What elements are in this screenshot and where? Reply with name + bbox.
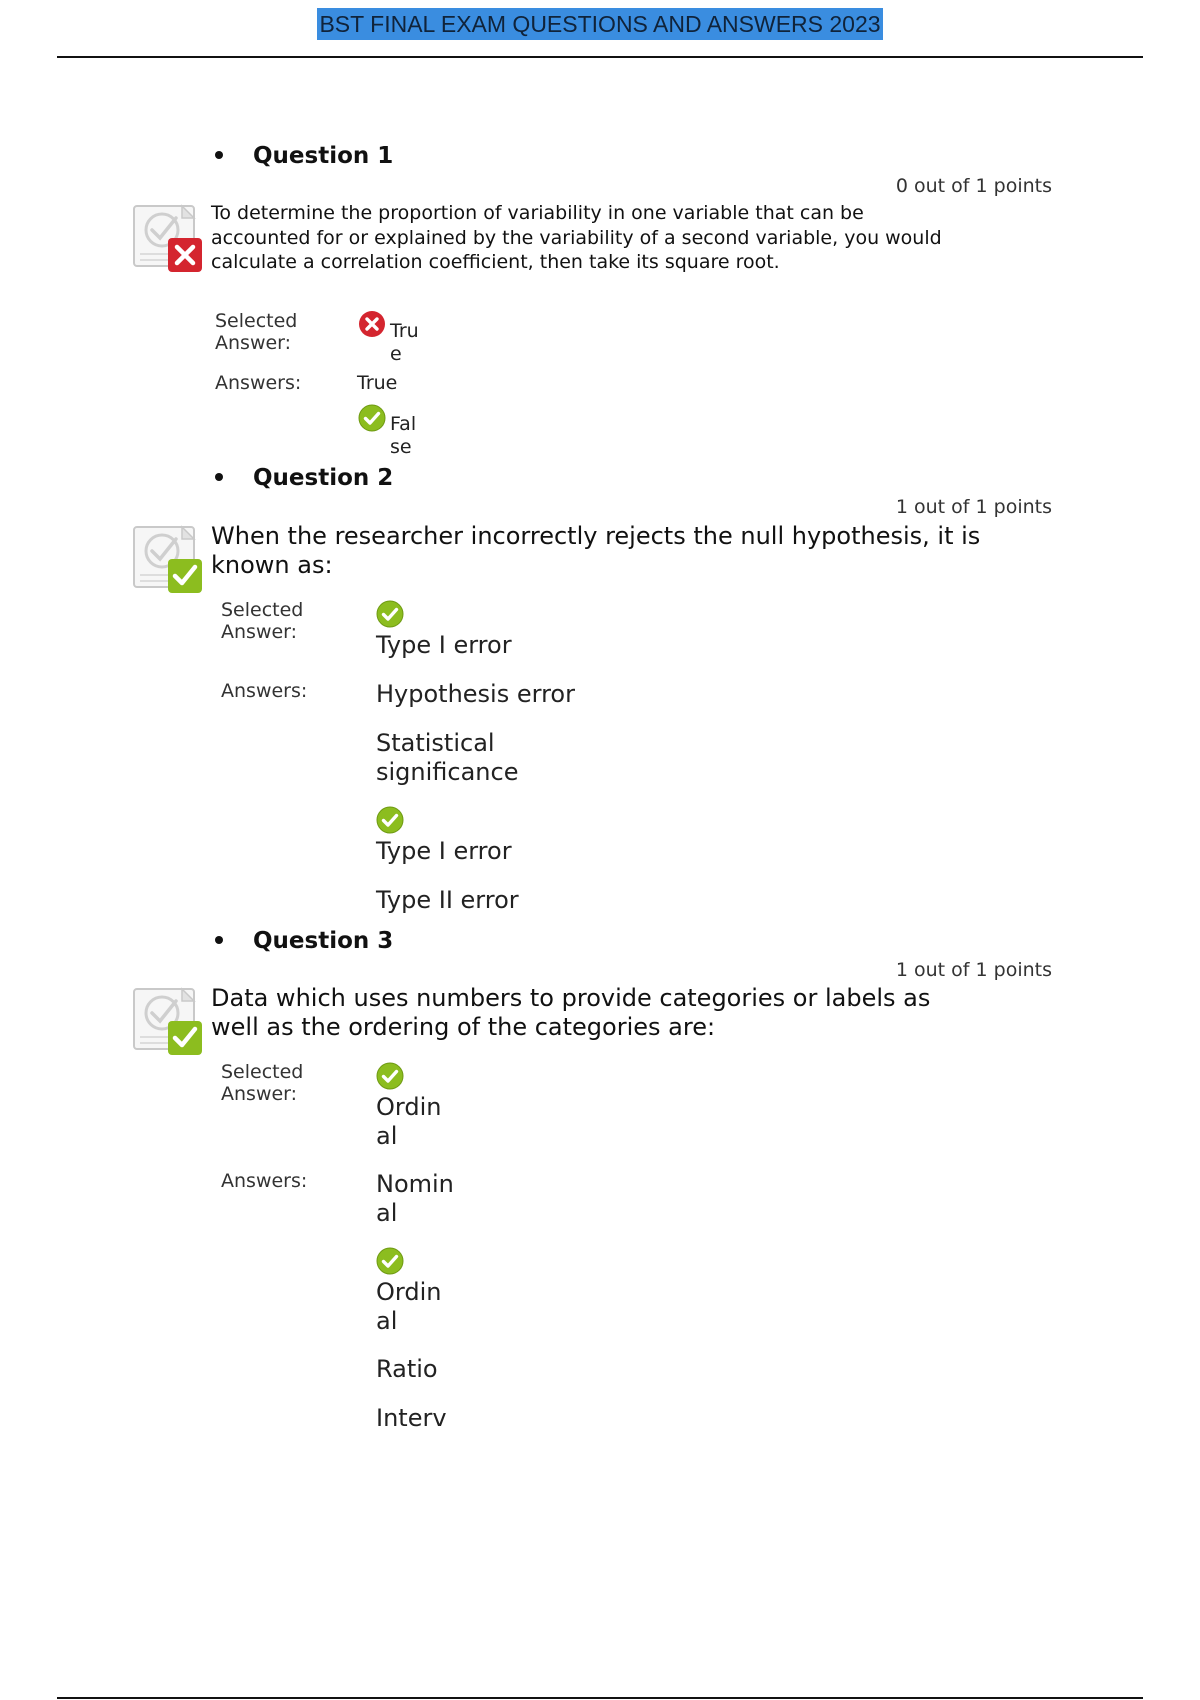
question-3-title: Question 3 <box>215 928 393 954</box>
question-2-selected-answer: Type I error <box>376 631 512 659</box>
question-1-title: Question 1 <box>215 143 393 169</box>
check-icon <box>376 1062 404 1090</box>
question-3-points: 1 out of 1 points <box>895 959 1052 981</box>
answers-label: Answers: <box>221 680 308 702</box>
question-1-points: 0 out of 1 points <box>895 175 1052 197</box>
bullet-icon <box>215 936 223 944</box>
question-3-answer-option: Nominal <box>376 1170 454 1227</box>
correct-status-icon <box>132 523 204 595</box>
correct-status-icon <box>132 985 204 1057</box>
footer-divider <box>57 1697 1143 1699</box>
question-2-correct-answer: Type I error <box>376 837 512 865</box>
header-divider <box>57 56 1143 58</box>
question-2-title: Question 2 <box>215 465 393 491</box>
question-3-answer-option: Interv <box>376 1404 447 1432</box>
question-2-points: 1 out of 1 points <box>895 496 1052 518</box>
question-3-answer-option: Ratio <box>376 1355 438 1383</box>
page-header <box>0 8 1200 40</box>
question-1-correct-answer: False <box>390 413 417 458</box>
question-2-answer-option: Type II error <box>376 886 519 914</box>
check-icon <box>376 600 404 628</box>
document-title: BST FINAL EXAM QUESTIONS AND ANSWERS 2023 <box>317 8 882 40</box>
selected-answer-label: Selected Answer: <box>215 310 298 354</box>
question-3-correct-answer: Ordinal <box>376 1278 442 1335</box>
check-icon <box>358 404 386 432</box>
selected-answer-label: Selected Answer: <box>221 1061 304 1105</box>
question-2-text: When the researcher incorrectly rejects the null hypothesis, it is known as: <box>211 522 981 579</box>
check-icon <box>376 806 404 834</box>
question-2-answer-option: Hypothesis error <box>376 680 575 708</box>
answers-label: Answers: <box>215 372 302 394</box>
answer-text-wrap: True <box>390 320 419 365</box>
incorrect-status-icon <box>132 202 204 274</box>
question-1-answer-option: True <box>357 372 398 394</box>
question-3-selected-answer: Ordinal <box>376 1093 442 1150</box>
question-3-text: Data which uses numbers to provide categories or labels as well as the ordering of the categories are: <box>211 984 931 1041</box>
check-icon <box>376 1247 404 1275</box>
selected-answer-label: Selected Answer: <box>221 599 304 643</box>
question-2-answer-option: Statistical significance <box>376 729 519 786</box>
bullet-icon <box>215 473 223 481</box>
bullet-icon <box>215 151 223 159</box>
answers-label: Answers: <box>221 1170 308 1192</box>
question-1-text: To determine the proportion of variability in one variable that can be accounted for or explained by the variability of a second variable, you would calculate a correlation coefficient, then take its square root. <box>211 202 942 273</box>
